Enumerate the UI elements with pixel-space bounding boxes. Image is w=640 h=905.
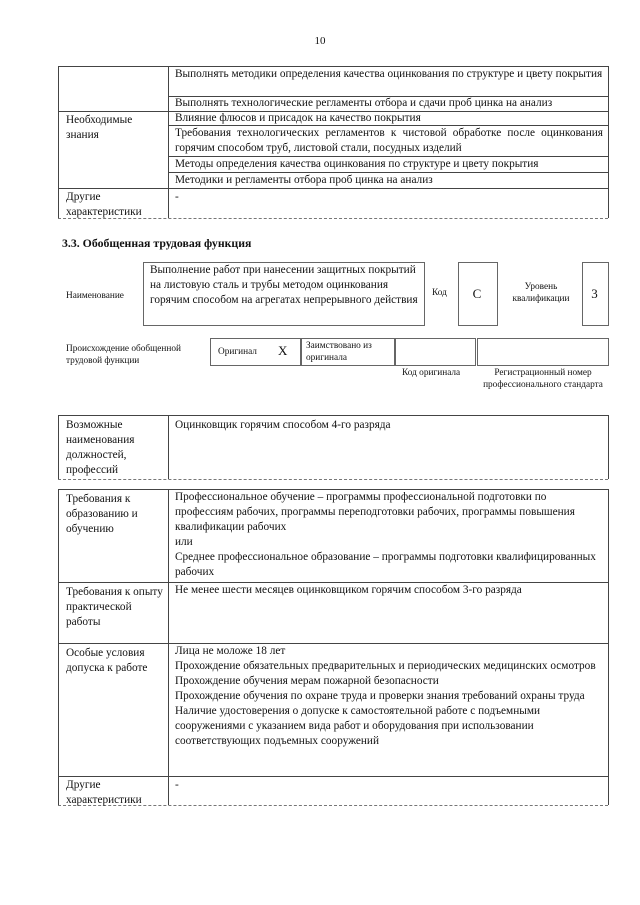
requirements-other-label: Другие характеристики <box>66 779 142 806</box>
education-label: Требования к образованию и обучению <box>66 493 138 535</box>
code-value: С <box>472 286 482 301</box>
name-label: Наименование <box>66 291 124 301</box>
level-value: 3 <box>591 286 598 301</box>
skill-item: Выполнять методики определения качества оцинкования по структуре и цвету покрытия <box>175 68 603 80</box>
positions-value: Оцинковщик горячим способом 4-го разряда <box>175 419 391 431</box>
experience-value: Не менее шести месяцев оцинковщиком горячим способом 3-го разряда <box>175 584 522 596</box>
page-number: 10 <box>314 35 326 47</box>
knowledge-item: Влияние флюсов и присадок на качество покрытия <box>175 112 421 124</box>
reg-number-label: Регистрационный номер профессионального стандарта <box>483 368 603 390</box>
knowledge-item: Методики и регламенты отбора проб цинка на анализ <box>175 174 433 186</box>
admission-line: Прохождение обязательных предварительных и периодических медицинских осмотров <box>175 660 596 672</box>
admission-line: Лица не моложе 18 лет <box>175 645 286 657</box>
row-label-knowledge: Необходимые знания <box>66 114 133 141</box>
education-line: или <box>175 536 193 548</box>
level-label: Уровень квалификации <box>512 282 570 304</box>
original-label: Оригинал <box>218 347 257 357</box>
skill-item: Выполнять технологические регламенты отбора и сдачи проб цинка на анализ <box>175 97 553 109</box>
experience-label: Требования к опыту практической работы <box>66 586 163 628</box>
reg-number-box <box>477 338 609 366</box>
code-original-label: Код оригинала <box>402 368 461 378</box>
borrowed-label: Заимствовано из оригинала <box>306 341 372 363</box>
positions-label: Возможные наименования должностей, профессий <box>66 419 135 476</box>
row-label-other: Другие характеристики <box>66 191 142 218</box>
admission-line: Наличие удостоверения о допуске к самостоятельной работе с подъемными сооружениями с указанием вида работ и оборудования при использовании соответствующих подъемных сооружений <box>175 705 541 747</box>
education-line: Профессиональное обучение – программы профессиональной подготовки по профессиям рабочих, программы переподготовки рабочих, программы повышения квалификации рабочих <box>175 491 575 533</box>
original-mark: X <box>278 343 288 358</box>
admission-label: Особые условия допуска к работе <box>66 647 148 674</box>
name-value: Выполнение работ при нанесении защитных покрытий на листовую сталь и трубы методом оцинкования горячим способом на агрегатах непрерывного действия <box>150 264 418 306</box>
code-label: Код <box>432 288 447 298</box>
admission-line: Прохождение обучения по охране труда и проверки знания требований охраны труда <box>175 690 585 702</box>
origin-label: Происхождение обобщенной трудовой функции <box>66 344 181 366</box>
knowledge-item: Требования технологических регламентов к чистовой обработке после оцинкования горячим способом труб, листовой стали, посудных изделий <box>175 127 603 154</box>
code-original-box <box>394 338 476 366</box>
section-title: 3.3. Обобщенная трудовая функция <box>62 236 252 250</box>
knowledge-item: Методы определения качества оцинкования по структуре и цвету покрытия <box>175 158 539 170</box>
other-value: - <box>175 191 179 203</box>
admission-line: Прохождение обучения мерам пожарной безопасности <box>175 675 439 687</box>
education-line: Среднее профессиональное образование – программы подготовки квалифицированных рабочих <box>175 551 596 578</box>
requirements-other-value: - <box>175 779 179 791</box>
